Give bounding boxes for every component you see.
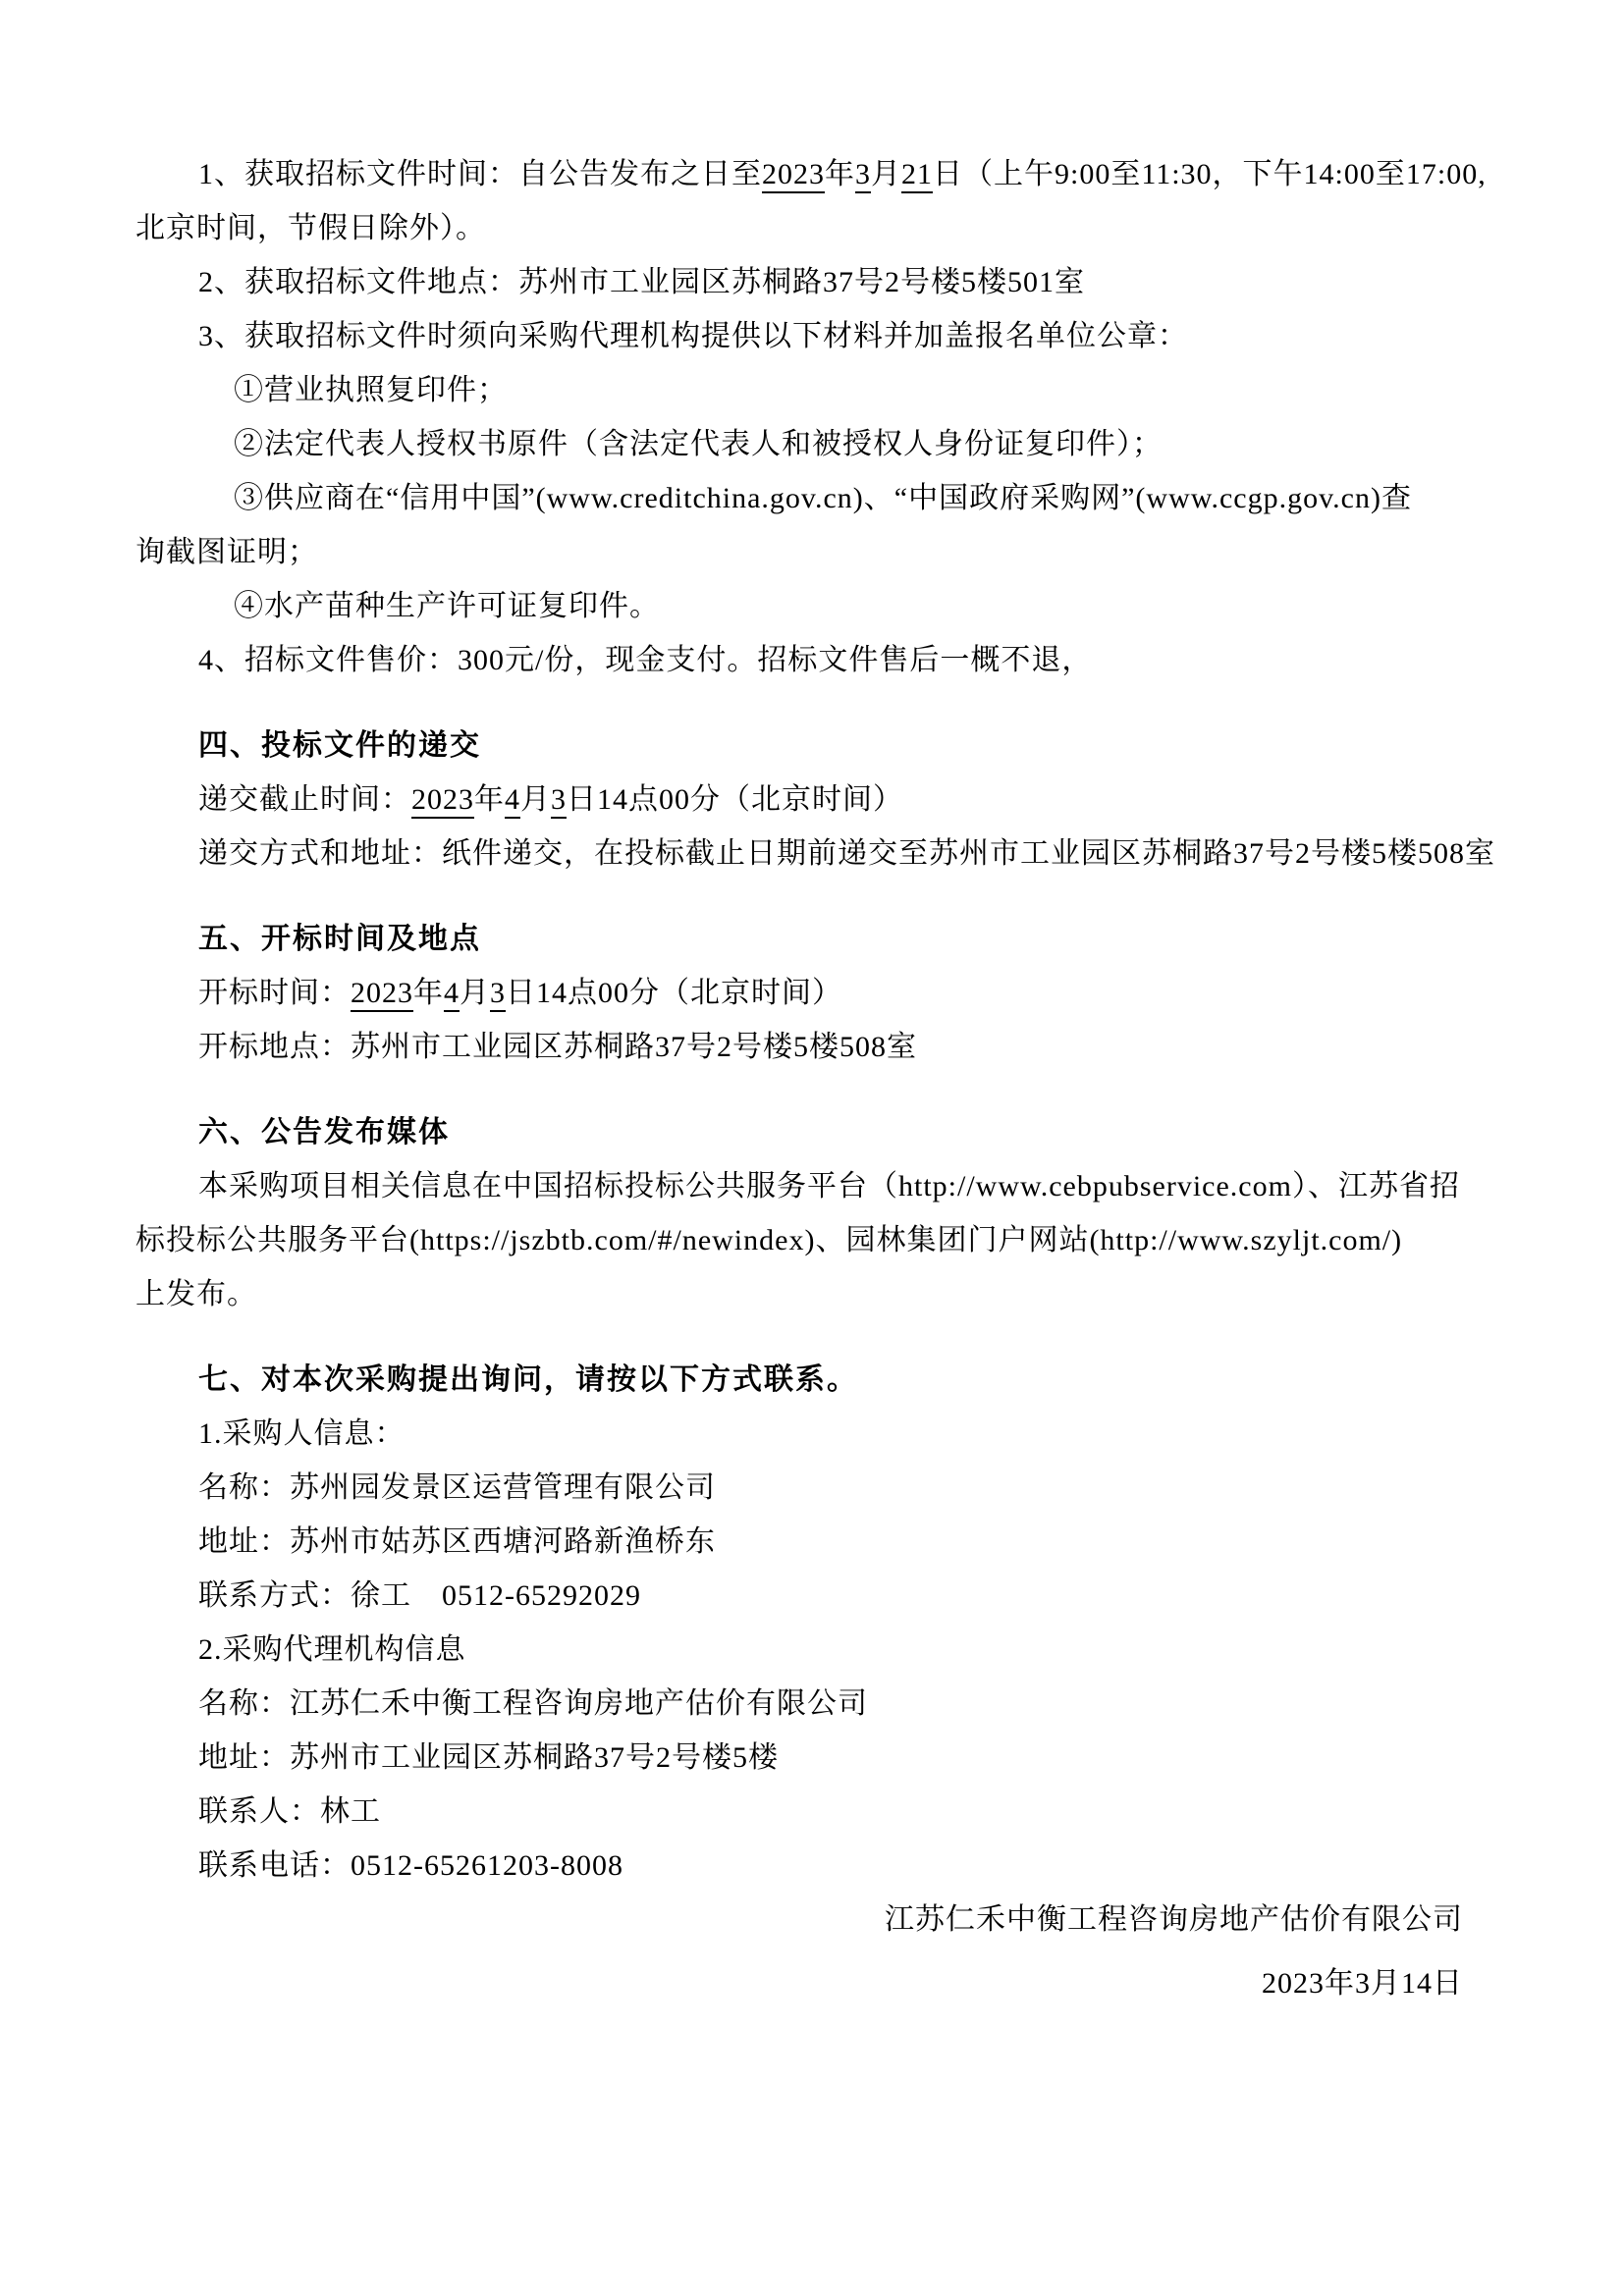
text-run: 北京时间，节假日除外）。 [135, 212, 486, 244]
material-item-3 [135, 471, 1463, 525]
text-run: 3、获取招标文件时须向采购代理机构提供以下材料并加盖报名单位公章： [198, 320, 1188, 352]
text-run: ③供应商在“信用中国”(www.creditchina.gov.cn)、“中国政府采购网”(www.ccgp.gov.cn)查 [234, 482, 1412, 514]
text-run: 六、公告发布媒体 [198, 1116, 450, 1148]
purchaser-info-title [135, 1407, 1463, 1461]
purchaser-address [135, 1515, 1463, 1569]
agency-name [135, 1677, 1463, 1731]
obtain-docs-time-continuation [135, 201, 1463, 255]
text-run: ②法定代表人授权书原件（含法定代表人和被授权人身份证复印件）； [234, 428, 1163, 460]
text-run: 四、投标文件的递交 [198, 729, 481, 762]
signature-date [135, 1956, 1463, 2010]
text-run: 标投标公共服务平台(https://jszbtb.com/#/newindex)、园林集团门户网站(http://www.szyljt.com/) [135, 1224, 1403, 1256]
text-run: 1.采购人信息： [198, 1417, 406, 1450]
text-run: 开标时间： [198, 977, 351, 1009]
obtain-docs-location [135, 255, 1463, 309]
underlined-date-text: 2023 [411, 783, 474, 819]
heading-bid-opening [135, 912, 1463, 966]
signature-company [135, 1893, 1463, 1947]
underlined-date-text: 2023 [762, 158, 825, 193]
text-run: 五、开标时间及地点 [198, 923, 481, 955]
text-run: 名称：苏州园发景区运营管理有限公司 [198, 1471, 716, 1504]
text-run: 名称：江苏仁禾中衡工程咨询房地产估价有限公司 [198, 1687, 868, 1720]
underlined-date-text: 2023 [351, 977, 413, 1012]
material-item-3-continuation [135, 525, 1463, 579]
text-run: 月 [871, 158, 901, 190]
underlined-date-text: 3 [551, 783, 567, 819]
text-run: 地址：苏州市姑苏区西塘河路新渔桥东 [198, 1525, 716, 1558]
text-run: 月 [460, 977, 490, 1009]
doc-price [135, 633, 1463, 687]
agency-phone [135, 1839, 1463, 1893]
agency-address [135, 1731, 1463, 1785]
text-run: 递交截止时间： [198, 783, 411, 816]
text-run: 日14点00分（北京时间） [506, 977, 842, 1009]
text-run: 2、获取招标文件地点：苏州市工业园区苏桐路37号2号楼5楼501室 [198, 266, 1085, 298]
text-run: ①营业执照复印件； [234, 374, 508, 406]
material-item-4 [135, 579, 1463, 633]
text-run: 地址：苏州市工业园区苏桐路37号2号楼5楼 [198, 1741, 779, 1774]
text-run: 递交方式和地址：纸件递交，在投标截止日期前递交至苏州市工业园区苏桐路37号2号楼5楼508室 [198, 837, 1495, 870]
text-run: 七、对本次采购提出询问，请按以下方式联系。 [198, 1363, 858, 1396]
underlined-date-text: 3 [490, 977, 506, 1012]
media-paragraph-line-1 [135, 1159, 1463, 1213]
heading-announcement-media [135, 1105, 1463, 1159]
opening-location [135, 1020, 1463, 1074]
heading-inquiry-contact [135, 1353, 1463, 1407]
agency-info-title [135, 1623, 1463, 1677]
purchaser-contact [135, 1569, 1463, 1623]
underlined-date-text: 3 [855, 158, 871, 193]
material-item-1 [135, 363, 1463, 417]
text-run: ④水产苗种生产许可证复印件。 [234, 590, 660, 622]
text-run: 1、获取招标文件时间：自公告发布之日至 [198, 158, 762, 190]
text-run: 联系人：林工 [198, 1795, 381, 1828]
text-run: 2.采购代理机构信息 [198, 1633, 466, 1666]
media-paragraph-line-3 [135, 1267, 1463, 1321]
text-run: 联系方式：徐工 0512-65292029 [198, 1579, 641, 1612]
media-paragraph-line-2 [135, 1213, 1463, 1267]
text-run: 2023年3月14日 [1262, 1967, 1463, 2000]
text-run: 4、招标文件售价：300元/份，现金支付。招标文件售后一概不退， [198, 644, 1093, 676]
text-run: 江苏仁禾中衡工程咨询房地产估价有限公司 [885, 1903, 1463, 1936]
agency-contact-person [135, 1785, 1463, 1839]
submission-deadline [135, 773, 1463, 827]
text-run: 本采购项目相关信息在中国招标投标公共服务平台（http://www.cebpubservice.com）、江苏省招 [198, 1170, 1460, 1202]
text-run: 日（上午9:00至11:30，下午14:00至17:00, [933, 158, 1487, 190]
obtain-docs-time [135, 147, 1487, 201]
text-run: 月 [520, 783, 551, 816]
submission-method [135, 827, 1495, 881]
document-body [135, 147, 1495, 2010]
text-run: 上发布。 [135, 1278, 257, 1310]
underlined-date-text: 4 [505, 783, 520, 819]
purchaser-name [135, 1461, 1463, 1515]
text-run: 联系电话：0512-65261203-8008 [198, 1849, 623, 1882]
text-run: 年 [413, 977, 444, 1009]
materials-required-intro [135, 309, 1463, 363]
opening-time [135, 966, 1463, 1020]
text-run: 询截图证明； [135, 536, 318, 568]
material-item-2 [135, 417, 1463, 471]
text-run: 年 [825, 158, 855, 190]
text-run: 年 [474, 783, 505, 816]
underlined-date-text: 4 [444, 977, 460, 1012]
text-run: 日14点00分（北京时间） [567, 783, 903, 816]
text-run: 开标地点：苏州市工业园区苏桐路37号2号楼5楼508室 [198, 1031, 917, 1063]
underlined-date-text: 21 [901, 158, 933, 193]
heading-bid-submission [135, 719, 1463, 773]
